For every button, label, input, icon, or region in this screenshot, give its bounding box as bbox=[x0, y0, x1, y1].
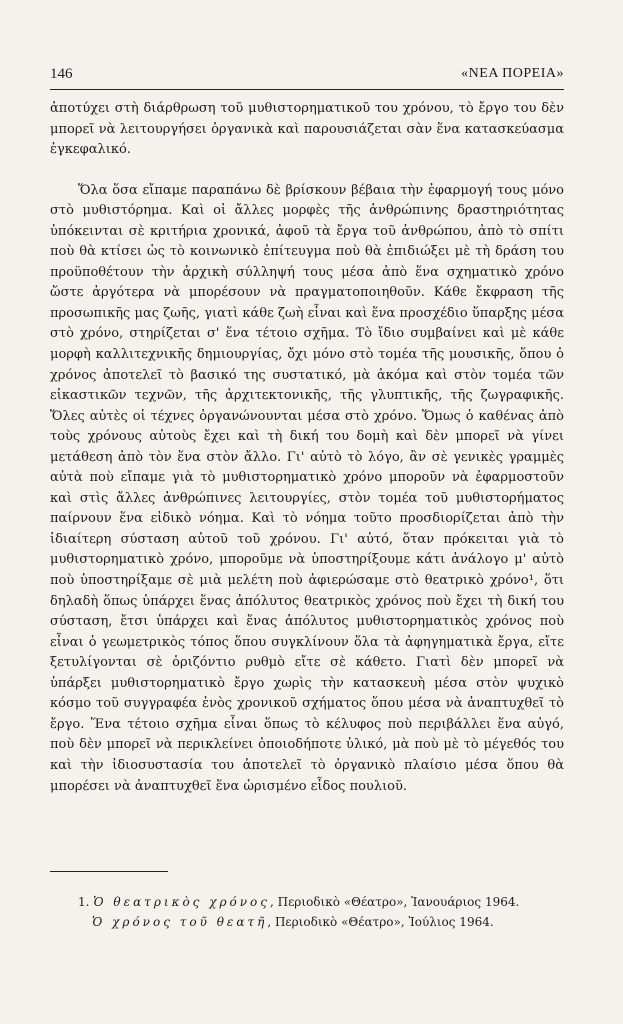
body-text bbox=[50, 99, 564, 797]
footnote-1-title: Ὁ θεατρικὸς χρόνος bbox=[93, 895, 270, 909]
footnote-2 bbox=[78, 912, 564, 932]
page-header bbox=[50, 66, 564, 90]
footnote-1 bbox=[78, 892, 564, 912]
header-rule bbox=[50, 89, 564, 90]
page-number: 146 bbox=[50, 66, 73, 82]
footnotes bbox=[78, 892, 564, 932]
running-title: «ΝΕΑ ΠΟΡΕΙΑ» bbox=[461, 66, 564, 81]
footnote-1-source: , Περιοδικὸ «Θέατρο», Ἰανουάριος 1964. bbox=[270, 895, 520, 909]
footnote-2-source: , Περιοδικὸ «Θέατρο», Ἰούλιος 1964. bbox=[267, 915, 494, 929]
paragraph-2: Ὅλα ὅσα εἴπαμε παραπάνω δὲ βρίσκουν βέβαια τὴν ἐφαρμογή τους μόνο στὸ μυθιστόρημα. Καὶ οἱ ἄλλες μορφὲς τῆς ἀνθρώπινης δραστηριότητας ὑπόκεινται σὲ κριτήρια χρονικά, ἀφοῦ τὰ ἔργα τοῦ ἀνθρώπου, ἀπὸ τὸ σπίτι ποὺ θὰ κτίσει ὡς τὸ κοινωνικὸ ἐπίτευγμα ποὺ θὰ ἐπιδιώξει μὲ τὴ δράση του προϋποθέτουν τὴν ἀρχικὴ σύλληψή τους μέσα ἀπὸ ἕνα σχηματικὸ χρόνο ὥστε ἀργότερα νὰ μπορέσουν νὰ πραγματοποιηθοῦν. Κάθε ἔκφραση τῆς προσωπικῆς μας ζωῆς, γιατὶ κάθε ζωὴ εἶναι καὶ ἕνα προσχέδιο ὕπαρξης μέσα στὸ χρόνο, στηρίζεται σ' ἕνα τέτοιο σχῆμα. Τὸ ἴδιο συμβαίνει καὶ μὲ κάθε μορφὴ καλλιτεχνικῆς δημιουργίας, ὄχι μόνο στὸ τομέα τῆς μουσικῆς, ὅπου ὁ χρόνος ἀποτελεῖ τὸ βασικό της συστατικό, μὰ ἀκόμα καὶ στὸν τομέα τῶν εἰκαστικῶν τεχνῶν, τῆς ἀρχιτεκτονικῆς, τῆς γλυπτικῆς, τῆς ζωγραφικῆς. Ὅλες αὐτὲς οἱ τέχνες ὀργανώνουνται μέσα στὸ χρόνο. Ὅμως ὁ καθένας ἀπὸ τοὺς χρόνους αὐτοὺς ἔχει καὶ τὴ δική του δομὴ καὶ δὲν μπορεῖ νὰ γίνει μετάθεση ἀπὸ τὸν ἕνα στὸν ἄλλο. Γι' αὐτὸ τὸ λόγο, ἂν σὲ γενικὲς γραμμὲς αὐτὰ ποὺ εἴπαμε γιὰ τὸ μυθιστορηματικὸ χρόνο μποροῦν νὰ ἐφαρμοστοῦν καὶ στὶς ἄλλες ἀνθρώπινες λειτουργίες, στὸν τομέα τοῦ μυθιστορήματος παίρνουν ἕνα εἰδικὸ νόημα. Καὶ τὸ νόημα τοῦτο προσδιορίζεται ἀπὸ τὴν ἰδιαίτερη σύσταση αὐτοῦ τοῦ χρόνου. Γι' αὐτό, ὅταν πρόκειται γιὰ τὸ μυθιστορηματικὸ χρόνο, μποροῦμε νὰ ὑποστηρίξουμε κάτι ἀνάλογο μ' αὐτὸ ποὺ ὑποστηρίξαμε σὲ μιὰ μελέτη ποὺ ἀφιερώσαμε στὸ θεατρικὸ χρόνο¹, ὅτι δηλαδὴ ὅπως ὑπάρχει ἕνας ἀπόλυτος θεατρικὸς χρόνος ποὺ ἔχει τὴ δική του σύσταση, ἔτσι ὑπάρχει καὶ ἕνας ἀπόλυτος μυθιστορηματικὸς χρόνος ποὺ εἶναι ὁ γεωμετρικὸς τόπος ὅπου συγκλίνουν ὅλα τὰ ἀφηγηματικὰ ἔργα, εἴτε ξετυλίγονται σὲ ὁριζόντιο ρυθμὸ εἴτε σὲ κάθετο. Γιατὶ δὲν μπορεῖ νὰ ὑπάρξει μυθιστορηματικὸ ἔργο χωρὶς τὴν κατασκευὴ μέσα στὸν ψυχικὸ κόσμο τοῦ συγγραφέα ἑνὸς χρονικοῦ σχήματος ὅπου μέσα νὰ ἀναπτυχθεῖ τὸ ἔργο. Ἕνα τέτοιο σχῆμα εἶναι ὅπως τὸ κέλυφος ποὺ περιβάλλει ἕνα αὐγό, ποὺ δὲν μπορεῖ νὰ περικλείνει ὁποιοδήποτε ὑλικό, μὰ ποὺ μὲ τὸ μέγεθός του καὶ τὴν ἰδιοσυστασία του ἀποτελεῖ τὸ ὀργανικὸ πλαίσιο μέσα ὅπου θὰ μπορέσει νὰ ἀναπτυχθεῖ ἕνα ὡρισμένο εἶδος πουλιοῦ. bbox=[50, 182, 564, 794]
footnote-2-title: Ὁ χρόνος τοῦ θεατῆ bbox=[92, 915, 268, 929]
footnote-rule bbox=[50, 871, 168, 872]
paragraph-1: ἀποτύχει στὴ διάρθρωση τοῦ μυθιστορηματικοῦ του χρόνου, τὸ ἔργο του δὲν μπορεῖ νὰ λειτουργήσει ὀργανικὰ καὶ παρουσιάζεται σὰν ἕνα κατασκεύασμα ἐγκεφαλικό. bbox=[50, 101, 564, 158]
footnote-1-marker: 1. bbox=[78, 895, 90, 909]
book-page bbox=[50, 0, 564, 1024]
